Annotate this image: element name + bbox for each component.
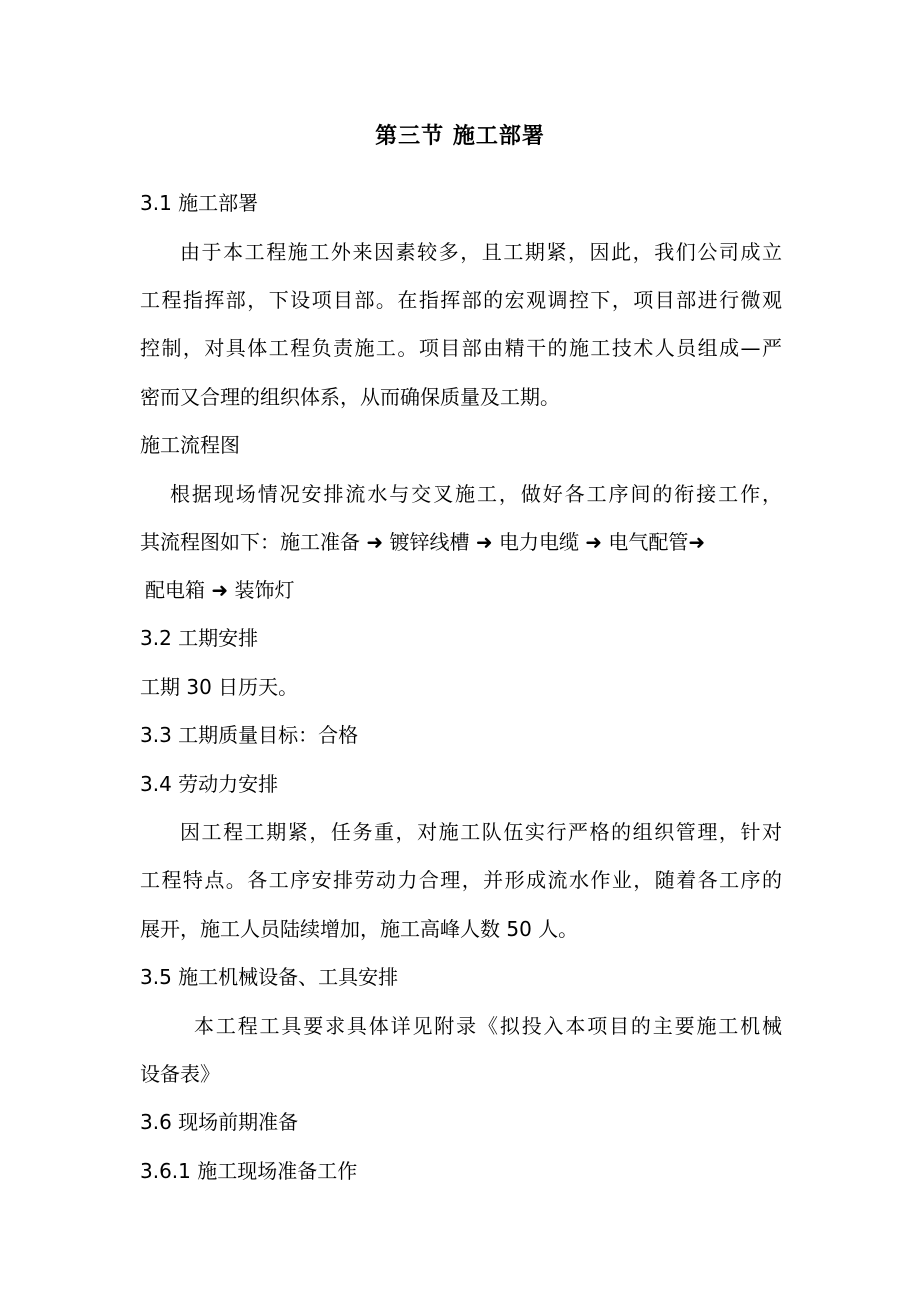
- paragraph-line: 由于本工程施工外来因素较多，且工期紧，因此，我们公司成立: [180, 240, 782, 264]
- heading-3-3: 3.3 工期质量目标：合格: [140, 723, 359, 747]
- section-title: 第三节 施工部署: [375, 124, 545, 149]
- heading-3-6-1: 3.6.1 施工现场准备工作: [140, 1159, 358, 1183]
- heading-flowchart: 施工流程图: [140, 433, 240, 457]
- heading-3-4: 3.4 劳动力安排: [140, 772, 279, 796]
- paragraph-line: 根据现场情况安排流水与交叉施工，做好各工序间的衔接工作，: [170, 482, 782, 506]
- heading-3-2: 3.2 工期安排: [140, 626, 259, 650]
- paragraph-line: 密而又合理的组织体系，从而确保质量及工期。: [140, 385, 560, 409]
- heading-3-5: 3.5 施工机械设备、工具安排: [140, 965, 399, 989]
- heading-3-6: 3.6 现场前期准备: [140, 1110, 299, 1134]
- flow-sequence-line: 其流程图如下：施工准备 ➜ 镀锌线槽 ➜ 电力电缆 ➜ 电气配管➜: [140, 530, 706, 554]
- paragraph-line: 控制，对具体工程负责施工。项目部由精干的施工技术人员组成—严: [140, 336, 782, 360]
- paragraph-line: 工期 30 日历天。: [140, 675, 299, 699]
- paragraph-line: 因工程工期紧，任务重，对施工队伍实行严格的组织管理，针对: [180, 820, 782, 844]
- paragraph-line: 本工程工具要求具体详见附录《拟投入本项目的主要施工机械: [194, 1014, 782, 1038]
- heading-3-1: 3.1 施工部署: [140, 191, 259, 215]
- paragraph-line: 设备表》: [140, 1062, 220, 1086]
- paragraph-line: 工程指挥部，下设项目部。在指挥部的宏观调控下，项目部进行微观: [140, 288, 782, 312]
- paragraph-line: 工程特点。各工序安排劳动力合理，并形成流水作业，随着各工序的: [140, 868, 782, 892]
- flow-sequence-line: 配电箱 ➜ 装饰灯: [145, 578, 295, 602]
- paragraph-line: 展开，施工人员陆续增加，施工高峰人数 50 人。: [140, 917, 579, 941]
